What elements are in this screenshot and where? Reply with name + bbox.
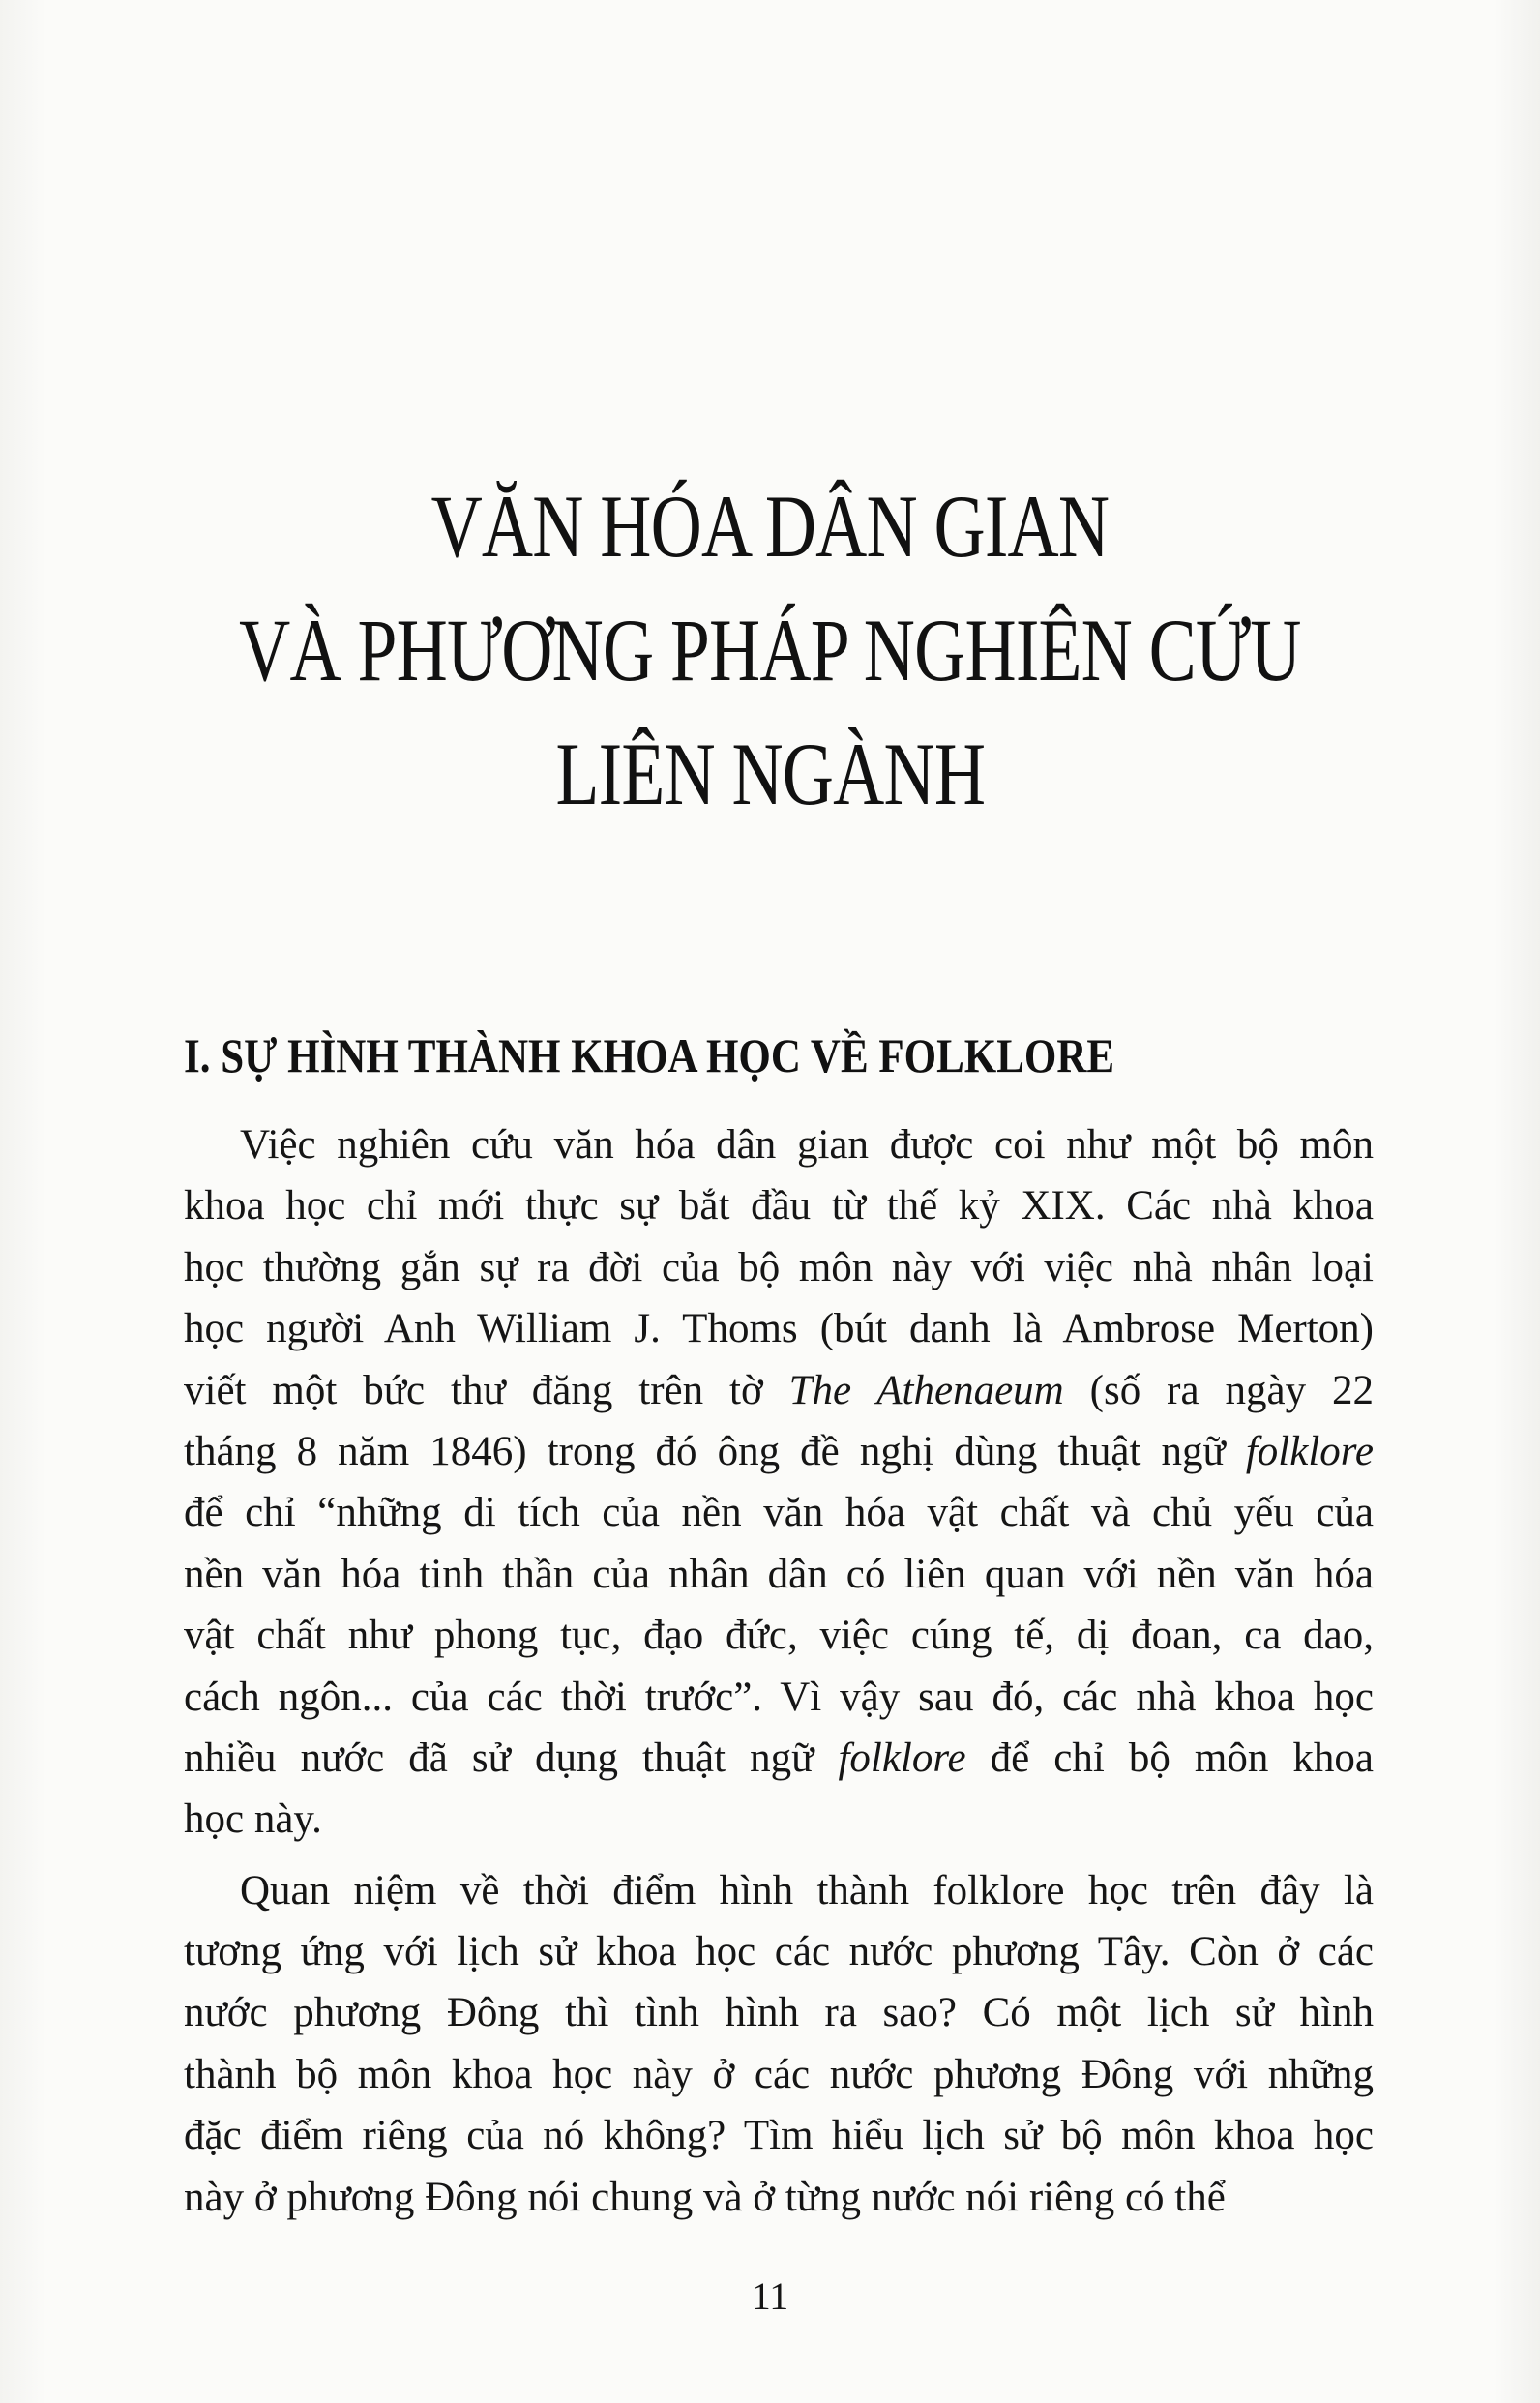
text-line [184, 1860, 1374, 1921]
text-line [184, 2044, 1374, 2105]
text-segment: đặc điểm riêng của nó không? Tìm hiểu lịch sử bộ môn khoa học [184, 2113, 1374, 2159]
text-line [184, 1667, 1374, 1728]
text-segment: tháng 8 năm 1846) trong đó ông đề nghị dùng thuật ngữ [184, 1428, 1246, 1474]
text-segment: thành bộ môn khoa học này ở các nước phương Đông với những [184, 2051, 1374, 2097]
text-line [184, 1114, 1374, 1175]
text-segment: học này. [184, 1796, 322, 1843]
text-line [184, 1237, 1374, 1298]
body-text [184, 1114, 1374, 2228]
page-number: 11 [751, 2274, 789, 2318]
text-segment: Quan niệm về thời điểm hình thành folklore học trên đây là [240, 1867, 1374, 1914]
text-line [184, 1789, 1374, 1850]
text-segment: này ở phương Đông nói chung và ở từng nước nói riêng có thể [184, 2174, 1226, 2220]
chapter-title-line [0, 464, 1540, 588]
text-segment: (số ra ngày 22 [1063, 1367, 1374, 1413]
text-segment: khoa học chỉ mới thực sự bắt đầu từ thế kỷ XIX. Các nhà khoa [184, 1183, 1374, 1230]
text-line [184, 1921, 1374, 1982]
text-line [184, 1360, 1374, 1421]
chapter-title-text: LIÊN NGÀNH [555, 725, 985, 823]
text-segment: học thường gắn sự ra đời của bộ môn này với việc nhà nhân loại [184, 1244, 1374, 1290]
italic-term: folklore [838, 1735, 966, 1781]
text-segment: để chỉ “những di tích của nền văn hóa vật chất và chủ yếu của [184, 1490, 1374, 1536]
text-segment: nền văn hóa tinh thần của nhân dân có liên quan với nền văn hóa [184, 1551, 1374, 1597]
italic-term: The Athenaeum [788, 1367, 1064, 1413]
chapter-title-text: VĂN HÓA DÂN GIAN [430, 477, 1110, 576]
chapter-title-text: VÀ PHƯƠNG PHÁP NGHIÊN CỨU [239, 601, 1301, 699]
text-segment: để chỉ bộ môn khoa [965, 1735, 1374, 1781]
text-line [184, 1175, 1374, 1236]
text-segment: nước phương Đông thì tình hình ra sao? Có một lịch sử hình [184, 1990, 1374, 2036]
text-segment: học người Anh William J. Thoms (bút danh là Ambrose Merton) [184, 1306, 1374, 1352]
text-segment: viết một bức thư đăng trên tờ [184, 1367, 789, 1413]
text-segment: tương ứng với lịch sử khoa học các nước phương Tây. Còn ở các [184, 1929, 1374, 1975]
chapter-title-line [0, 712, 1540, 836]
italic-term: folklore [1245, 1428, 1374, 1474]
section-heading: I. SỰ HÌNH THÀNH KHOA HỌC VỀ FOLKLORE [184, 1028, 1115, 1083]
text-line [184, 1728, 1374, 1789]
chapter-title [0, 464, 1540, 836]
text-line [184, 1298, 1374, 1359]
text-line [184, 2105, 1374, 2166]
text-line [184, 1982, 1374, 2043]
text-segment: vật chất như phong tục, đạo đức, việc cúng tế, dị đoan, ca dao, [184, 1613, 1374, 1659]
text-segment: cách ngôn... của các thời trước”. Vì vậy sau đó, các nhà khoa học [184, 1674, 1374, 1720]
chapter-title-line [0, 588, 1540, 712]
text-line [184, 1421, 1374, 1482]
text-line [184, 1605, 1374, 1666]
text-line [184, 1544, 1374, 1605]
text-segment: Việc nghiên cứu văn hóa dân gian được coi như một bộ môn [240, 1122, 1374, 1168]
text-line [184, 1482, 1374, 1543]
text-line [184, 2167, 1374, 2228]
text-segment: nhiều nước đã sử dụng thuật ngữ [184, 1735, 839, 1781]
